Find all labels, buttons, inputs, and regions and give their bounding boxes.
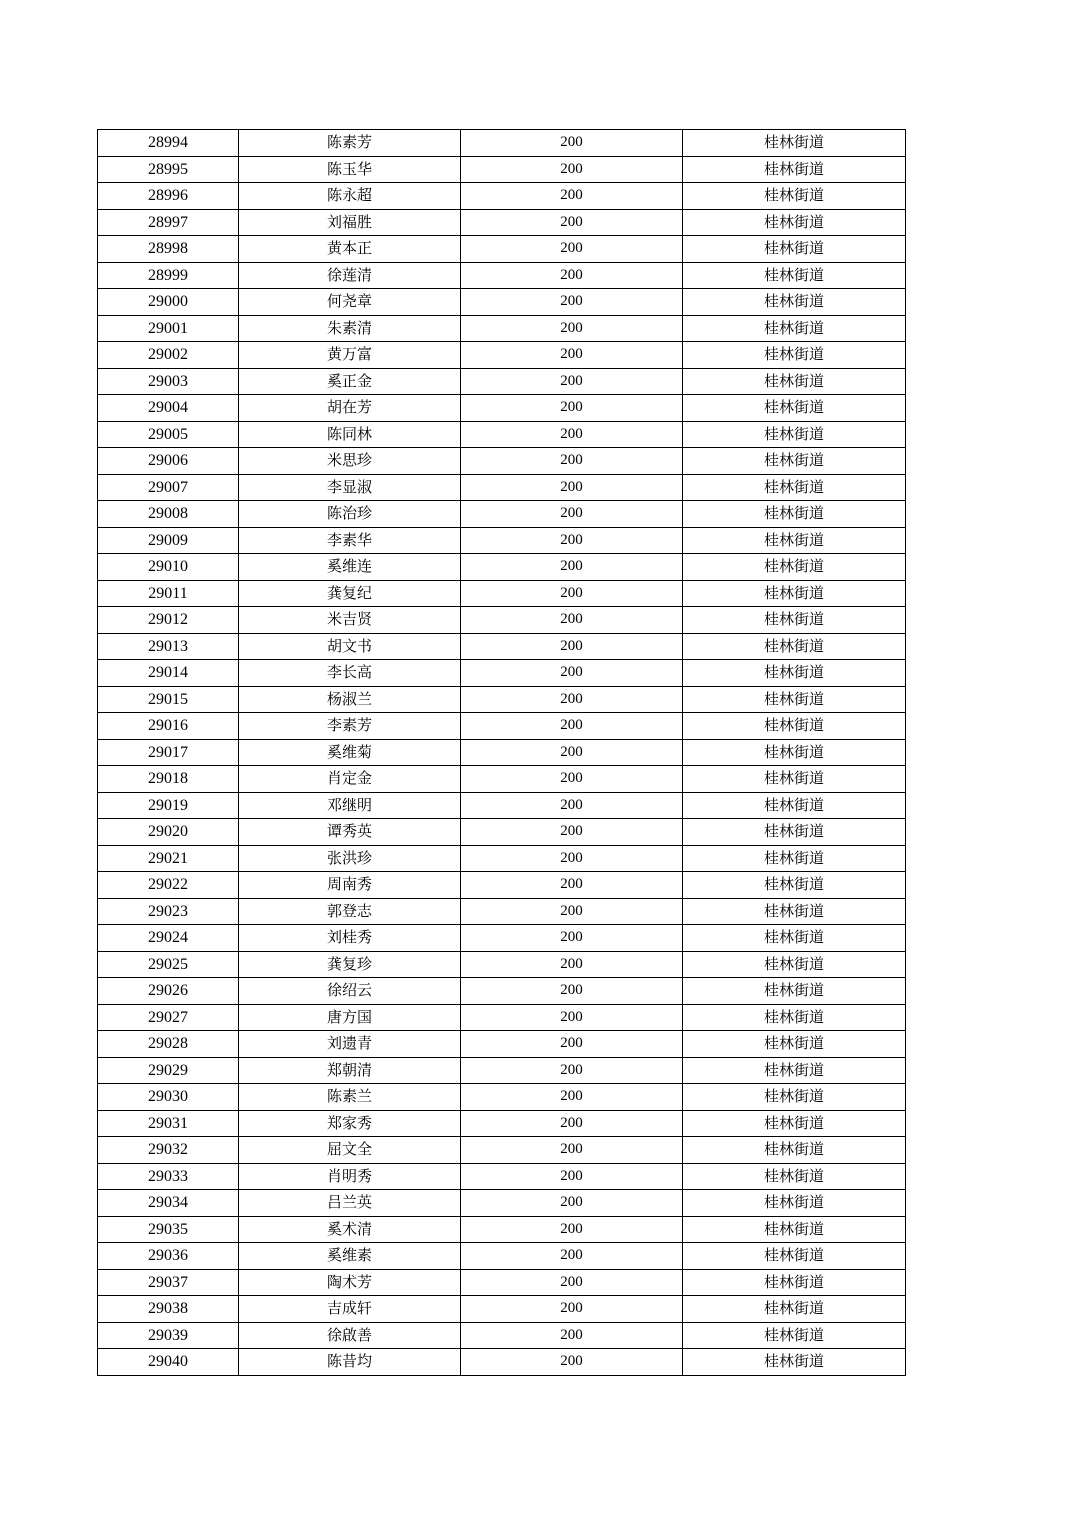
amount-cell: 200	[461, 289, 683, 316]
name-cell: 何尧章	[239, 289, 461, 316]
name-cell: 陈素芳	[239, 130, 461, 157]
street-cell: 桂林街道	[683, 1137, 906, 1164]
name-cell: 刘福胜	[239, 209, 461, 236]
table-row	[98, 1163, 906, 1190]
amount-cell: 200	[461, 686, 683, 713]
name-cell: 陈治珍	[239, 501, 461, 528]
id-cell: 29039	[98, 1322, 239, 1349]
street-cell: 桂林街道	[683, 289, 906, 316]
street-cell: 桂林街道	[683, 766, 906, 793]
street-cell: 桂林街道	[683, 713, 906, 740]
name-cell: 肖定金	[239, 766, 461, 793]
name-cell: 郑朝清	[239, 1057, 461, 1084]
id-cell: 28994	[98, 130, 239, 157]
table-row	[98, 872, 906, 899]
table-row	[98, 209, 906, 236]
table-row	[98, 633, 906, 660]
amount-cell: 200	[461, 1163, 683, 1190]
table-row	[98, 262, 906, 289]
street-cell: 桂林街道	[683, 845, 906, 872]
table-row	[98, 130, 906, 157]
amount-cell: 200	[461, 236, 683, 263]
street-cell: 桂林街道	[683, 554, 906, 581]
id-cell: 29011	[98, 580, 239, 607]
id-cell: 29028	[98, 1031, 239, 1058]
street-cell: 桂林街道	[683, 368, 906, 395]
table-row	[98, 1190, 906, 1217]
id-cell: 29018	[98, 766, 239, 793]
name-cell: 陈素兰	[239, 1084, 461, 1111]
id-cell: 29013	[98, 633, 239, 660]
id-cell: 29000	[98, 289, 239, 316]
street-cell: 桂林街道	[683, 580, 906, 607]
street-cell: 桂林街道	[683, 1190, 906, 1217]
table-row	[98, 421, 906, 448]
street-cell: 桂林街道	[683, 1004, 906, 1031]
table-row	[98, 156, 906, 183]
table-row	[98, 819, 906, 846]
id-cell: 29034	[98, 1190, 239, 1217]
id-cell: 29022	[98, 872, 239, 899]
amount-cell: 200	[461, 792, 683, 819]
amount-cell: 200	[461, 1137, 683, 1164]
amount-cell: 200	[461, 262, 683, 289]
name-cell: 陈永超	[239, 183, 461, 210]
id-cell: 29032	[98, 1137, 239, 1164]
amount-cell: 200	[461, 978, 683, 1005]
name-cell: 米思珍	[239, 448, 461, 475]
amount-cell: 200	[461, 448, 683, 475]
id-cell: 29019	[98, 792, 239, 819]
table-row	[98, 951, 906, 978]
table-row	[98, 315, 906, 342]
id-cell: 29015	[98, 686, 239, 713]
id-cell: 29014	[98, 660, 239, 687]
table-row	[98, 686, 906, 713]
name-cell: 陈昔均	[239, 1349, 461, 1376]
name-cell: 奚术清	[239, 1216, 461, 1243]
name-cell: 吕兰英	[239, 1190, 461, 1217]
id-cell: 29001	[98, 315, 239, 342]
name-cell: 屈文全	[239, 1137, 461, 1164]
amount-cell: 200	[461, 660, 683, 687]
street-cell: 桂林街道	[683, 660, 906, 687]
table-row	[98, 1349, 906, 1376]
name-cell: 谭秀英	[239, 819, 461, 846]
table-row	[98, 607, 906, 634]
street-cell: 桂林街道	[683, 421, 906, 448]
id-cell: 29037	[98, 1269, 239, 1296]
id-cell: 29008	[98, 501, 239, 528]
amount-cell: 200	[461, 315, 683, 342]
name-cell: 胡在芳	[239, 395, 461, 422]
amount-cell: 200	[461, 527, 683, 554]
amount-cell: 200	[461, 607, 683, 634]
id-cell: 29016	[98, 713, 239, 740]
amount-cell: 200	[461, 421, 683, 448]
table-row	[98, 1296, 906, 1323]
id-cell: 29031	[98, 1110, 239, 1137]
amount-cell: 200	[461, 1084, 683, 1111]
table-row	[98, 580, 906, 607]
name-cell: 邓继明	[239, 792, 461, 819]
amount-cell: 200	[461, 951, 683, 978]
street-cell: 桂林街道	[683, 633, 906, 660]
street-cell: 桂林街道	[683, 951, 906, 978]
name-cell: 郑家秀	[239, 1110, 461, 1137]
amount-cell: 200	[461, 1004, 683, 1031]
street-cell: 桂林街道	[683, 1031, 906, 1058]
table-row	[98, 713, 906, 740]
id-cell: 28998	[98, 236, 239, 263]
id-cell: 29035	[98, 1216, 239, 1243]
name-cell: 朱素清	[239, 315, 461, 342]
street-cell: 桂林街道	[683, 898, 906, 925]
name-cell: 周南秀	[239, 872, 461, 899]
name-cell: 胡文书	[239, 633, 461, 660]
street-cell: 桂林街道	[683, 1163, 906, 1190]
id-cell: 29025	[98, 951, 239, 978]
name-cell: 奚正金	[239, 368, 461, 395]
id-cell: 28996	[98, 183, 239, 210]
amount-cell: 200	[461, 766, 683, 793]
name-cell: 杨淑兰	[239, 686, 461, 713]
table-row	[98, 1322, 906, 1349]
name-cell: 徐啟善	[239, 1322, 461, 1349]
name-cell: 徐莲清	[239, 262, 461, 289]
table-row	[98, 554, 906, 581]
table-row	[98, 183, 906, 210]
name-cell: 陈玉华	[239, 156, 461, 183]
street-cell: 桂林街道	[683, 315, 906, 342]
street-cell: 桂林街道	[683, 792, 906, 819]
street-cell: 桂林街道	[683, 607, 906, 634]
id-cell: 29040	[98, 1349, 239, 1376]
id-cell: 29004	[98, 395, 239, 422]
street-cell: 桂林街道	[683, 527, 906, 554]
table-row	[98, 1137, 906, 1164]
street-cell: 桂林街道	[683, 395, 906, 422]
name-cell: 黄万富	[239, 342, 461, 369]
table-row	[98, 236, 906, 263]
street-cell: 桂林街道	[683, 1349, 906, 1376]
street-cell: 桂林街道	[683, 1243, 906, 1270]
street-cell: 桂林街道	[683, 1269, 906, 1296]
street-cell: 桂林街道	[683, 236, 906, 263]
name-cell: 陈同林	[239, 421, 461, 448]
table-row	[98, 342, 906, 369]
amount-cell: 200	[461, 1057, 683, 1084]
id-cell: 29036	[98, 1243, 239, 1270]
name-cell: 李显淑	[239, 474, 461, 501]
name-cell: 刘桂秀	[239, 925, 461, 952]
name-cell: 郭登志	[239, 898, 461, 925]
amount-cell: 200	[461, 209, 683, 236]
name-cell: 唐方国	[239, 1004, 461, 1031]
amount-cell: 200	[461, 580, 683, 607]
id-cell: 29029	[98, 1057, 239, 1084]
id-cell: 28999	[98, 262, 239, 289]
street-cell: 桂林街道	[683, 130, 906, 157]
table-row	[98, 898, 906, 925]
street-cell: 桂林街道	[683, 1216, 906, 1243]
amount-cell: 200	[461, 501, 683, 528]
amount-cell: 200	[461, 1349, 683, 1376]
amount-cell: 200	[461, 1031, 683, 1058]
id-cell: 29027	[98, 1004, 239, 1031]
amount-cell: 200	[461, 1110, 683, 1137]
table-row	[98, 1269, 906, 1296]
table-row	[98, 925, 906, 952]
amount-cell: 200	[461, 1216, 683, 1243]
table-row	[98, 1243, 906, 1270]
amount-cell: 200	[461, 1322, 683, 1349]
table-row	[98, 474, 906, 501]
id-cell: 29009	[98, 527, 239, 554]
name-cell: 黄本正	[239, 236, 461, 263]
table-row	[98, 766, 906, 793]
name-cell: 李长高	[239, 660, 461, 687]
street-cell: 桂林街道	[683, 925, 906, 952]
name-cell: 吉成轩	[239, 1296, 461, 1323]
amount-cell: 200	[461, 342, 683, 369]
amount-cell: 200	[461, 819, 683, 846]
table-row	[98, 1057, 906, 1084]
street-cell: 桂林街道	[683, 1110, 906, 1137]
street-cell: 桂林街道	[683, 448, 906, 475]
id-cell: 29033	[98, 1163, 239, 1190]
street-cell: 桂林街道	[683, 872, 906, 899]
name-cell: 李素华	[239, 527, 461, 554]
table-row	[98, 1084, 906, 1111]
name-cell: 米吉贤	[239, 607, 461, 634]
amount-cell: 200	[461, 1269, 683, 1296]
street-cell: 桂林街道	[683, 209, 906, 236]
amount-cell: 200	[461, 739, 683, 766]
id-cell: 29023	[98, 898, 239, 925]
amount-cell: 200	[461, 130, 683, 157]
street-cell: 桂林街道	[683, 183, 906, 210]
amount-cell: 200	[461, 156, 683, 183]
table-row	[98, 1031, 906, 1058]
table-row	[98, 845, 906, 872]
name-cell: 奚维菊	[239, 739, 461, 766]
amount-cell: 200	[461, 474, 683, 501]
name-cell: 徐绍云	[239, 978, 461, 1005]
amount-cell: 200	[461, 925, 683, 952]
table-row	[98, 448, 906, 475]
id-cell: 29006	[98, 448, 239, 475]
name-cell: 奚维连	[239, 554, 461, 581]
amount-cell: 200	[461, 554, 683, 581]
amount-cell: 200	[461, 1296, 683, 1323]
name-cell: 肖明秀	[239, 1163, 461, 1190]
id-cell: 29026	[98, 978, 239, 1005]
id-cell: 29012	[98, 607, 239, 634]
street-cell: 桂林街道	[683, 156, 906, 183]
table-row	[98, 368, 906, 395]
id-cell: 29005	[98, 421, 239, 448]
amount-cell: 200	[461, 395, 683, 422]
amount-cell: 200	[461, 1243, 683, 1270]
table-row	[98, 395, 906, 422]
amount-cell: 200	[461, 633, 683, 660]
id-cell: 29017	[98, 739, 239, 766]
street-cell: 桂林街道	[683, 474, 906, 501]
table-row	[98, 501, 906, 528]
table-row	[98, 1110, 906, 1137]
name-cell: 刘遗青	[239, 1031, 461, 1058]
street-cell: 桂林街道	[683, 686, 906, 713]
table-body	[98, 130, 906, 1376]
id-cell: 29002	[98, 342, 239, 369]
table-row	[98, 289, 906, 316]
id-cell: 29038	[98, 1296, 239, 1323]
id-cell: 29021	[98, 845, 239, 872]
street-cell: 桂林街道	[683, 978, 906, 1005]
data-table	[97, 129, 906, 1376]
table-row	[98, 660, 906, 687]
name-cell: 陶术芳	[239, 1269, 461, 1296]
name-cell: 奚维素	[239, 1243, 461, 1270]
id-cell: 29010	[98, 554, 239, 581]
amount-cell: 200	[461, 898, 683, 925]
street-cell: 桂林街道	[683, 1296, 906, 1323]
id-cell: 29020	[98, 819, 239, 846]
table-row	[98, 527, 906, 554]
table-row	[98, 978, 906, 1005]
street-cell: 桂林街道	[683, 1084, 906, 1111]
id-cell: 28995	[98, 156, 239, 183]
street-cell: 桂林街道	[683, 342, 906, 369]
table-row	[98, 1216, 906, 1243]
amount-cell: 200	[461, 872, 683, 899]
street-cell: 桂林街道	[683, 501, 906, 528]
street-cell: 桂林街道	[683, 819, 906, 846]
id-cell: 29003	[98, 368, 239, 395]
name-cell: 李素芳	[239, 713, 461, 740]
name-cell: 龚复珍	[239, 951, 461, 978]
street-cell: 桂林街道	[683, 1057, 906, 1084]
amount-cell: 200	[461, 713, 683, 740]
street-cell: 桂林街道	[683, 1322, 906, 1349]
street-cell: 桂林街道	[683, 739, 906, 766]
amount-cell: 200	[461, 183, 683, 210]
amount-cell: 200	[461, 1190, 683, 1217]
table-row	[98, 792, 906, 819]
name-cell: 张洪珍	[239, 845, 461, 872]
amount-cell: 200	[461, 368, 683, 395]
table-row	[98, 1004, 906, 1031]
id-cell: 28997	[98, 209, 239, 236]
id-cell: 29007	[98, 474, 239, 501]
id-cell: 29024	[98, 925, 239, 952]
table-row	[98, 739, 906, 766]
id-cell: 29030	[98, 1084, 239, 1111]
amount-cell: 200	[461, 845, 683, 872]
name-cell: 龚复纪	[239, 580, 461, 607]
street-cell: 桂林街道	[683, 262, 906, 289]
